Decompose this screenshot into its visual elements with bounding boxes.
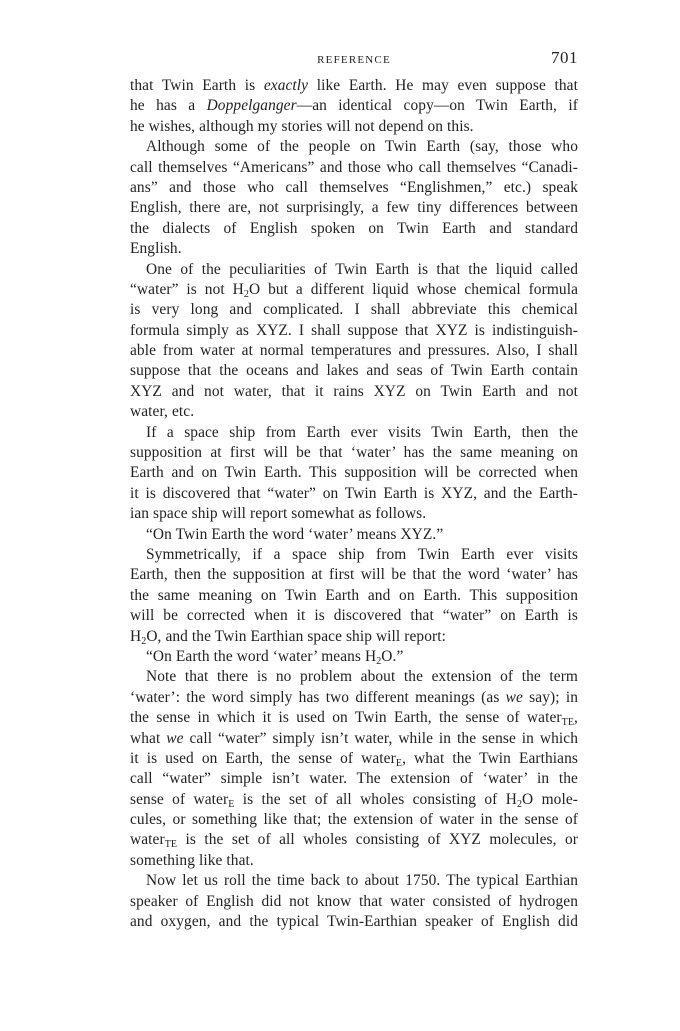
text-line: Symmetrically, if a space ship from Twin Earth ever visits <box>146 545 578 563</box>
text-line: ‘water’: the word simply has two different meanings (as we say); in <box>130 688 578 706</box>
running-head: REFERENCE <box>317 54 391 66</box>
text-line: call themselves “Americans” and those who call themselves “Canadi- <box>130 158 578 176</box>
text-line: and oxygen, and the typical Twin-Earthian speaker of English did <box>130 913 578 931</box>
text-line: that Twin Earth is exactly like Earth. He may even suppose that <box>130 77 578 94</box>
text-line: “water” is not $H_2O$ but a different liquid whose chemical formula <box>130 280 578 300</box>
text-line: something like that. <box>130 851 254 869</box>
text-line: will be corrected when it is discovered that “water” on Earth is <box>130 607 578 625</box>
text-line: it is discovered that “water” on Twin Earth is XYZ, and the Earth- <box>130 484 578 502</box>
text-line: the sense in which it is used on Twin Earth, the sense of water$_{TE}$, <box>130 709 578 729</box>
text-line: “On Earth the word ‘water’ means $H_2O$.” <box>146 647 404 667</box>
text-line: what we call “water” simply isn’t water, while in the sense in which <box>130 729 578 747</box>
text-line: Earth and on Twin Earth. This supposition will be corrected when <box>130 464 578 482</box>
text-line: the dialects of English spoken on Twin Earth and standard <box>130 219 578 237</box>
text-line: he has a Doppelganger—an identical copy—on Twin Earth, if <box>130 97 578 115</box>
text-line: call “water” simple isn’t water. The extension of ‘water’ in the <box>130 770 578 788</box>
text-line: “On Twin Earth the word ‘water’ means XYZ.” <box>146 525 444 543</box>
text-line: water, etc. <box>130 403 195 421</box>
text-line: English, there are, not surprisingly, a few tiny differences between <box>130 199 578 217</box>
text-line: Earth, then the supposition at first will be that the word ‘water’ has <box>130 566 578 584</box>
text-line: If a space ship from Earth ever visits Twin Earth, then the <box>146 423 578 441</box>
text-line: ans” and those who call themselves “Englishmen,” etc.) speak <box>130 178 578 196</box>
page-number: 701 <box>551 48 578 67</box>
text-line: Note that there is no problem about the extension of the term <box>146 668 578 686</box>
text-line: XYZ and not water, that it rains XYZ on Twin Earth and not <box>130 382 578 400</box>
text-line: is very long and complicated. I shall abbreviate this chemical <box>130 301 578 319</box>
body-text <box>130 76 578 932</box>
text-line: sense of water$_E$ is the set of all wholes consisting of $H_2O$ mole- <box>130 790 578 810</box>
text-line: Now let us roll the time back to about 1750. The typical Earthian <box>146 872 578 890</box>
text-line: he wishes, although my stories will not depend on this. <box>130 117 474 135</box>
text-line: English. <box>130 240 182 258</box>
text-line: it is used on Earth, the sense of water$_E$, what the Twin Earthians <box>130 749 578 769</box>
text-line: water$_{TE}$ is the set of all wholes consisting of XYZ molecules, or <box>130 831 578 851</box>
text-line: $H_2O$, and the Twin Earthian space ship will report: <box>130 627 446 647</box>
text-line: speaker of English did not know that water consisted of hydrogen <box>130 892 578 910</box>
text-line: One of the peculiarities of Twin Earth is that the liquid called <box>146 260 578 278</box>
page-header <box>130 48 578 72</box>
text-line: able from water at normal temperatures and pressures. Also, I shall <box>130 342 578 360</box>
text-line: suppose that the oceans and lakes and seas of Twin Earth contain <box>130 362 578 380</box>
text-line: the same meaning on Twin Earth and on Earth. This supposition <box>130 586 578 604</box>
text-line: cules, or something like that; the extension of water in the sense of <box>130 811 578 829</box>
text-line: ian space ship will report somewhat as follows. <box>130 505 427 523</box>
text-line: Although some of the people on Twin Earth (say, those who <box>146 138 578 156</box>
text-line: supposition at first will be that ‘water’ has the same meaning on <box>130 444 578 462</box>
text-line: formula simply as XYZ. I shall suppose that XYZ is indistinguish- <box>130 321 578 339</box>
